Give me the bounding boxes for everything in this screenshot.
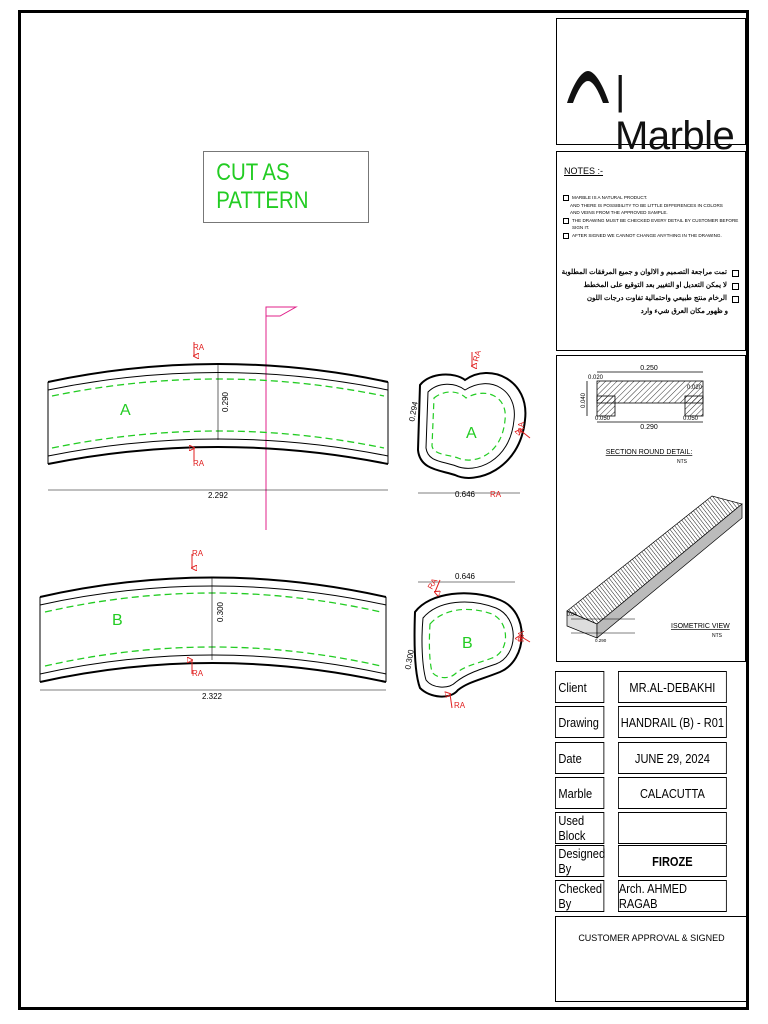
label-designed-by: Designed By: [555, 845, 604, 877]
piece-label: A: [120, 402, 131, 419]
detail-panel: [556, 355, 746, 662]
label-used-block: Used Block: [555, 812, 604, 844]
dim-label: 0.294: [407, 400, 420, 423]
note-line-ar: تمت مراجعة التصميم و الالوان و جميع المرفقات المطلوبة: [561, 269, 727, 276]
note-line: AND VEINS FROM THE APPROVED SAMPLE.: [570, 210, 668, 215]
logo-panel: [556, 18, 746, 158]
edge-label: RA: [454, 701, 466, 710]
section-isometric-drawing: [557, 356, 747, 663]
checkbox-icon: [732, 296, 739, 303]
piece-a-straight: [48, 342, 388, 490]
isometric-view: [567, 496, 742, 638]
value-designed-by: FIROZE: [618, 845, 727, 877]
piece-label: B: [462, 635, 473, 652]
value-date: JUNE 29, 2024: [618, 742, 727, 774]
note-line: MARBLE IS A NATURAL PRODUCT.: [572, 195, 648, 200]
edge-label: RA: [192, 549, 204, 558]
dim-label: 0.020: [687, 385, 703, 391]
label-client: Client: [555, 671, 604, 703]
dim-label: 0.020: [588, 375, 604, 381]
edge-label: RA: [517, 421, 526, 433]
dim-label: 2.292: [207, 491, 229, 500]
cut-as-pattern-label: CUT AS PATTERN: [216, 159, 309, 214]
note-line-ar: و ظهور مكان العرق شيء وارد: [640, 308, 728, 315]
dim-label: 0.646: [454, 490, 476, 499]
dim-label: 0.250: [640, 365, 658, 372]
note-line: THE DRAWING MUST BE CHECKED EVERY DETAIL BY CUSTOMER BEFORE SIGN IT.: [572, 217, 739, 230]
dim-label: 0.300: [216, 601, 225, 623]
dim-label: 0.290: [221, 391, 230, 413]
dim-label: 0.050: [683, 416, 699, 422]
notes-english: [563, 194, 743, 239]
checkbox-icon: [563, 218, 569, 224]
dim-label: 0.290: [640, 424, 658, 431]
edge-label: RA: [490, 490, 502, 499]
dim-label: 0.646: [454, 572, 476, 581]
marble-logo-icon: [565, 69, 611, 105]
note-line: AFTER SIGNED WE CANNOT CHANGE ANYTHING IN THE DRAWING.: [572, 232, 722, 238]
edge-label: RA: [425, 576, 440, 591]
piece-b-straight: [40, 554, 386, 690]
note-line-ar: لا يمكن التعديل او التغيير بعد التوقيع على المخطط: [583, 282, 727, 289]
value-drawing: HANDRAIL (B) - R01: [618, 706, 727, 738]
section-detail-title: SECTION ROUND DETAIL:: [605, 449, 693, 456]
edge-label: RA: [193, 459, 205, 468]
brand-name: | Marble: [615, 69, 735, 158]
note-line-ar: الرخام منتج طبيعي واحتمالية تفاوت درجات اللون: [586, 295, 727, 302]
piece-label: A: [466, 425, 477, 442]
edge-label: RA: [192, 669, 204, 678]
section-detail-scale: NTS: [677, 459, 687, 465]
edge-label: RA: [517, 630, 526, 642]
value-checked-by: Arch. AHMED RAGAB: [618, 880, 727, 912]
label-date: Date: [555, 742, 604, 774]
dim-label: 0.300: [403, 648, 416, 671]
approval-label: CUSTOMER APPROVAL & SIGNED: [578, 933, 725, 943]
checkbox-icon: [563, 195, 569, 201]
value-marble: CALACUTTA: [618, 777, 727, 809]
value-client: MR.AL-DEBAKHI: [618, 671, 727, 703]
dim-label: 0.040: [581, 392, 587, 408]
notes-title: NOTES :-: [564, 166, 604, 176]
dim-label: 0.290: [595, 638, 607, 643]
label-checked-by: Checked By: [555, 880, 604, 912]
notes-arabic: [561, 266, 739, 318]
dim-label: 2.322: [201, 692, 223, 701]
edge-label: RA: [471, 349, 483, 363]
checkbox-icon: [732, 283, 739, 290]
isometric-scale: NTS: [712, 633, 722, 639]
label-marble: Marble: [555, 777, 604, 809]
dim-label: 0.04: [567, 612, 577, 618]
checkbox-icon: [563, 233, 569, 239]
reference-marker: [266, 307, 296, 530]
notes-panel: [556, 151, 746, 351]
customer-approval-box: [555, 916, 748, 1002]
dim-label: 0.050: [595, 416, 611, 422]
checkbox-icon: [732, 270, 739, 277]
value-used-block: [618, 812, 727, 844]
isometric-title: ISOMETRIC VIEW: [671, 623, 730, 630]
piece-a-bend: [418, 352, 530, 493]
edge-label: RA: [193, 343, 205, 352]
piece-label: B: [112, 612, 123, 629]
label-drawing: Drawing: [555, 706, 604, 738]
section-round-detail: [587, 372, 703, 422]
note-line: AND THERE IS POSSIBILITY TO BE LITTLE DIFFERENCES IN COLORS: [570, 202, 723, 208]
